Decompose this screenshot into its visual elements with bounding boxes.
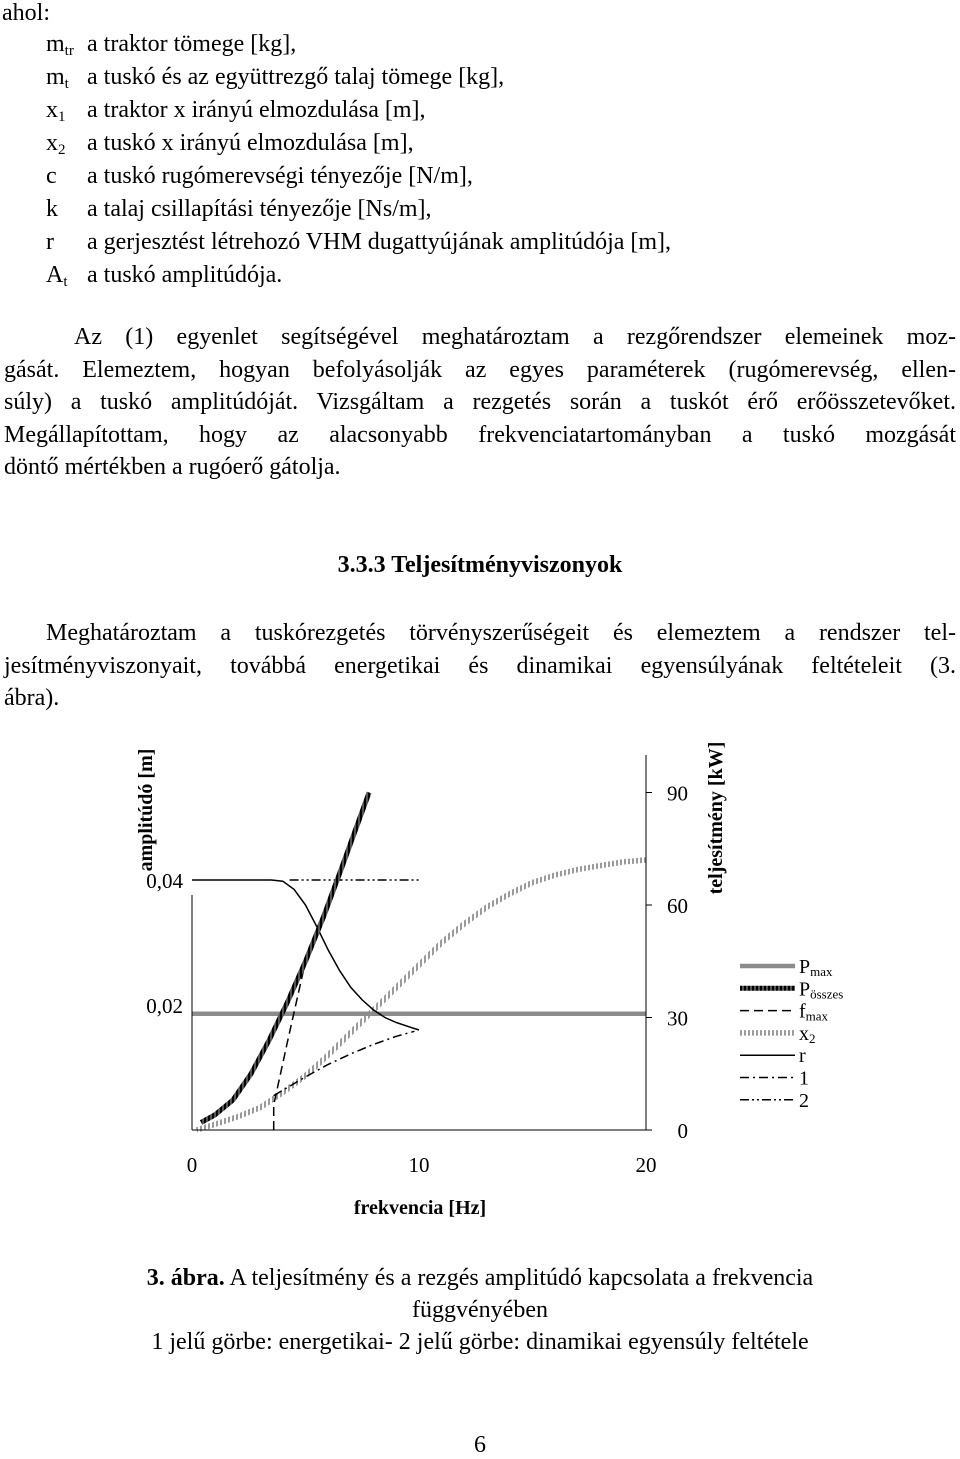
y-right-tick-label: 0 <box>677 1119 688 1143</box>
paragraph-line: gását. Elemeztem, hogyan befolyásolják az egyes paraméterek (rugómerevség, ellen- <box>4 356 956 383</box>
definition-symbol: $A_t$ <box>46 262 68 290</box>
caption-label: 3. ábra. <box>146 1265 225 1291</box>
legend-label: fmax <box>799 1000 829 1024</box>
definition-symbol: $x_1$ <box>46 97 66 125</box>
plot-lines <box>192 793 646 1131</box>
y-axis-left-label: amplitúdó [m] <box>135 748 157 872</box>
y-right-tick-label: 30 <box>667 1006 688 1031</box>
paragraph-line: súly) a tuskó amplitúdóját. Vizsgáltam a rezgetés során a tuskót érő erőösszetevőket. <box>4 389 956 415</box>
y-right-tick-label: 90 <box>667 781 688 806</box>
caption-text: A teljesítmény és a rezgés amplitúdó kapcsolata a frekvencia <box>224 1265 814 1291</box>
series-line-2 <box>274 961 306 1130</box>
x-tick-label: 10 <box>408 1153 430 1177</box>
definition-symbol: k <box>46 196 58 222</box>
legend-label: r <box>799 1045 806 1068</box>
figure-caption <box>0 1262 960 1294</box>
definition-text: a traktor x irányú elmozdulása [m], <box>87 97 426 123</box>
legend-label: Pösszes <box>799 978 844 1002</box>
paragraph-line: Megállapítottam, hogy az alacsonyabb frekvenciatartományban a tuskó mozgását <box>4 421 956 448</box>
legend-label: 1 <box>799 1067 809 1090</box>
figure-caption-line2: függvényében <box>412 1297 548 1323</box>
y-right-tick-label: 60 <box>667 894 688 918</box>
series-line-1 <box>201 793 369 1123</box>
y-left-tick-label: 0,02 <box>146 994 183 1018</box>
figure-caption-line3: 1 jelű görbe: energetikai- 2 jelű görbe: dinamikai egyensúly feltétele <box>151 1329 809 1355</box>
body-paragraph <box>4 617 956 715</box>
plot-text <box>135 742 727 1219</box>
definition-symbol: c <box>46 163 57 189</box>
definition-symbol: $m_t$ <box>46 64 69 92</box>
legend-label: x2 <box>799 1022 816 1046</box>
definition-text: a gerjesztést létrehozó VHM dugattyújának amplitúdója [m], <box>87 229 672 255</box>
definition-text: a talaj csillapítási tényezője [Ns/m], <box>87 196 432 222</box>
legend-label: 2 <box>799 1089 809 1112</box>
paragraph-line: jesítményviszonyait, továbbá energetikai és dinamikai egyensúlyának feltételeit (3. <box>4 652 956 679</box>
section-heading: 3.3.3 Teljesítményviszonyok <box>337 552 623 578</box>
definition-text: a tuskó amplitúdója. <box>87 262 283 288</box>
paragraph-line: ábra). <box>4 685 60 711</box>
definition-text: a tuskó x irányú elmozdulása [m], <box>87 130 414 156</box>
x-axis-label: frekvencia [Hz] <box>353 1197 487 1219</box>
definition-text: a tuskó és az együttrezgő talaj tömege [kg], <box>87 64 505 90</box>
definition-text: a traktor tömege [kg], <box>87 31 297 57</box>
paragraph-line: Az (1) egyenlet segítségével meghatároztam a rezgőrendszer elemeinek moz- <box>74 324 956 350</box>
body-paragraph <box>4 321 956 484</box>
definition-text: a tuskó rugómerevségi tényezője [N/m], <box>87 163 473 189</box>
chart-legend <box>740 956 843 1112</box>
x-tick-label: 0 <box>186 1153 198 1177</box>
y-axis-right-label: teljesítmény [kW] <box>705 741 727 895</box>
paragraph-line: döntő mértékben a rugóerő gátolja. <box>4 454 341 480</box>
intro-text: ahol: <box>2 0 50 26</box>
series-line-3 <box>197 860 647 1130</box>
y-left-tick-label: 0,04 <box>146 869 183 893</box>
paragraph-line: Meghatároztam a tuskórezgetés törvényszerűségeit és elemeztem a rendszer tel- <box>46 620 956 646</box>
x-tick-label: 20 <box>635 1153 657 1177</box>
definition-symbol: $m_{tr}$ <box>46 31 74 59</box>
legend-label: Pmax <box>799 956 833 979</box>
page-number: 6 <box>474 1432 486 1458</box>
definition-symbol: r <box>46 229 54 255</box>
figure-chart <box>0 720 960 1240</box>
plot-frame <box>192 755 652 1130</box>
definition-symbol: $x_2$ <box>46 130 66 158</box>
